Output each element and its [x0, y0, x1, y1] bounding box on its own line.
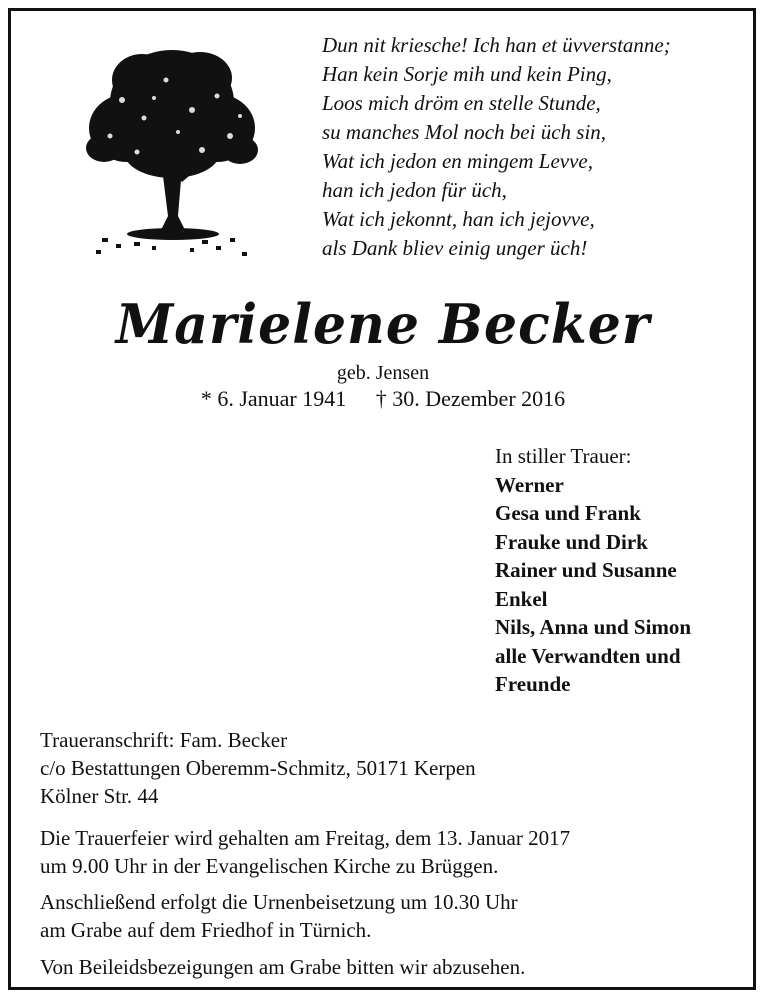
mourner-name: Rainer und Susanne [495, 558, 677, 582]
mourner-name: alle Verwandten und [495, 643, 681, 668]
urn-burial-info [40, 888, 518, 944]
mourners-label: In stiller Trauer: [495, 444, 632, 468]
deceased-name: Marielene Becker [115, 292, 651, 357]
address-line: c/o Bestattungen Oberemm-Schmitz, 50171 Kerpen [40, 756, 476, 780]
mourning-address [40, 726, 476, 810]
poem-line: Wat ich jedon en mingem Levve, [322, 149, 593, 173]
life-dates [0, 385, 766, 413]
service-line: um 9.00 Uhr in der Evangelischen Kirche zu Brüggen. [40, 854, 499, 878]
address-line: Kölner Str. 44 [40, 784, 159, 808]
condolence-note [40, 953, 525, 981]
poem-line: Wat ich jekonnt, han ich jejovve, [322, 207, 595, 231]
birth-date: * 6. Januar 1941 [200, 386, 347, 411]
tree-icon [82, 40, 262, 262]
urn-line: Anschließend erfolgt die Urnenbeisetzung um 10.30 Uhr [40, 890, 518, 914]
service-line: Die Trauerfeier wird gehalten am Freitag, dem 13. Januar 2017 [40, 826, 571, 850]
poem-line: han ich jedon für üch, [322, 178, 507, 202]
poem-line: Han kein Sorje mih und kein Ping, [322, 62, 612, 86]
death-date: † 30. Dezember 2016 [375, 386, 566, 411]
mourner-name: Nils, Anna und Simon [495, 615, 692, 639]
mourner-name: Enkel [495, 586, 548, 611]
funeral-service-info [40, 824, 570, 880]
address-line: Traueranschrift: Fam. Becker [40, 728, 288, 752]
poem-line: Loos mich dröm en stelle Stunde, [322, 91, 601, 115]
mourner-name: Werner [495, 472, 564, 497]
note-line: Von Beileidsbezeigungen am Grabe bitten wir abzusehen. [40, 955, 526, 979]
mourner-name: Freunde [495, 672, 571, 696]
poem [322, 31, 671, 263]
poem-line: als Dank bliev einig unger üch! [322, 236, 588, 260]
mourners-list [495, 442, 691, 699]
mourner-name: Frauke und Dirk [495, 529, 648, 554]
mourner-name: Gesa und Frank [495, 501, 641, 525]
poem-line: Dun nit kriesche! Ich han et üvverstanne; [322, 33, 671, 57]
birth-name: geb. Jensen [336, 362, 430, 384]
urn-line: am Grabe auf dem Friedhof in Türnich. [40, 918, 372, 942]
poem-line: su manches Mol noch bei üch sin, [322, 120, 607, 144]
